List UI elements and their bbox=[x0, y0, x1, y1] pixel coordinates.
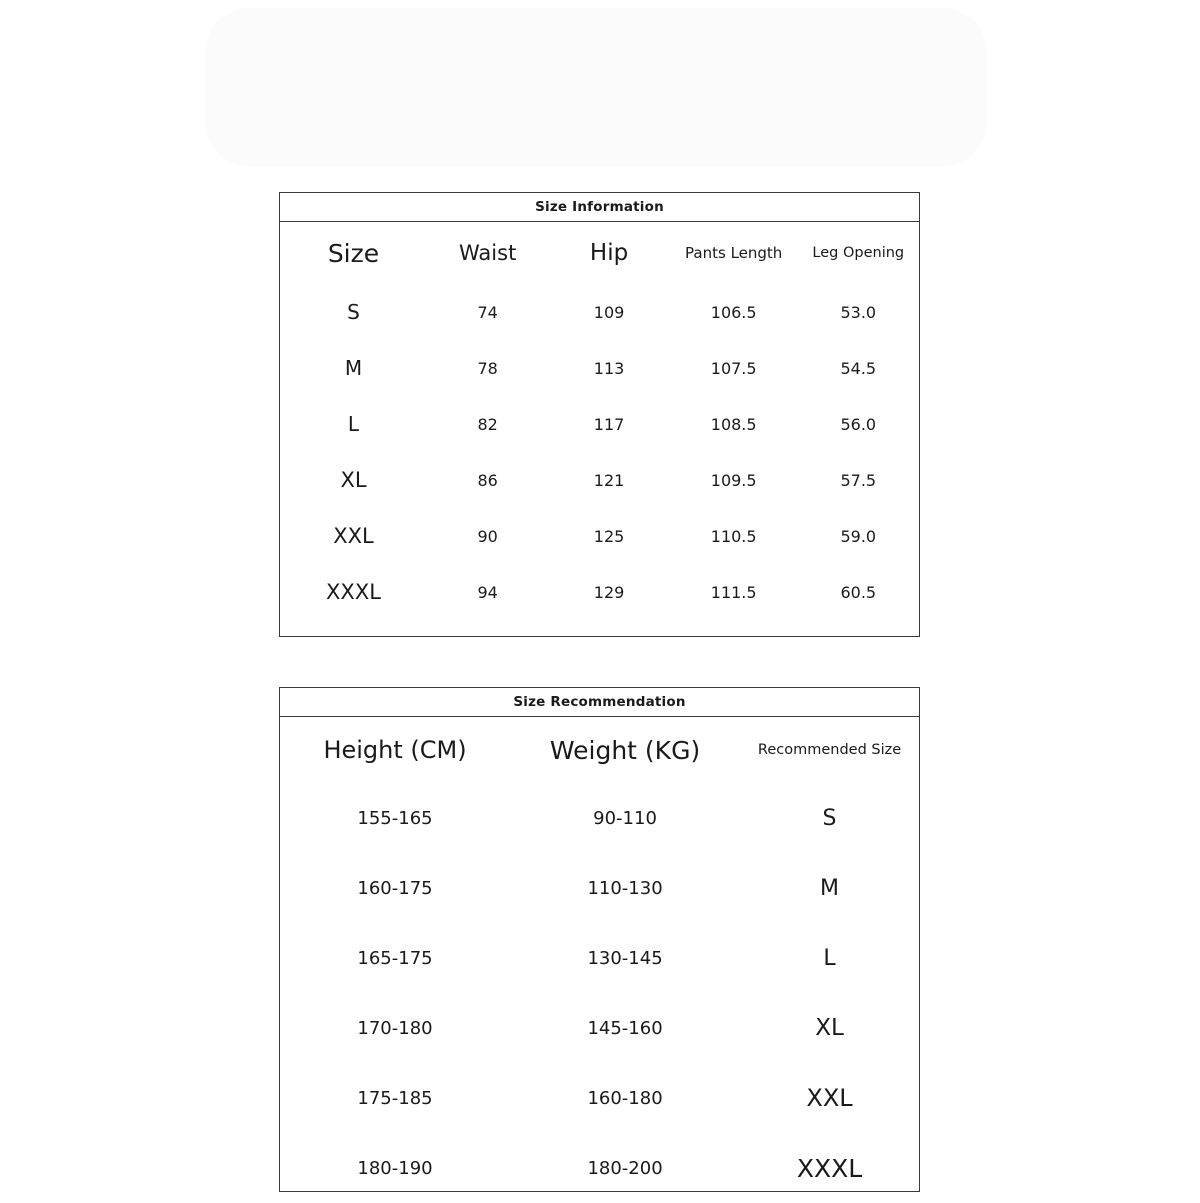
cell-size: M bbox=[344, 356, 363, 380]
cell-waist: 86 bbox=[477, 470, 498, 490]
cell-pants-length: 106.5 bbox=[710, 302, 757, 322]
cell-size: XL bbox=[340, 468, 367, 492]
cell-weight: 145-160 bbox=[587, 1017, 663, 1039]
cell-size: XXXL bbox=[326, 580, 381, 604]
decorative-blob bbox=[205, 8, 987, 166]
column-header-hip: Hip bbox=[589, 240, 629, 266]
cell-recommended-size: S bbox=[822, 805, 837, 831]
column-header-height: Height (CM) bbox=[323, 736, 467, 764]
cell-recommended-size: XXL bbox=[806, 1084, 853, 1112]
cell-height: 165-175 bbox=[357, 947, 433, 969]
table-row bbox=[280, 508, 919, 564]
cell-leg-opening: 53.0 bbox=[840, 302, 877, 322]
cell-leg-opening: 59.0 bbox=[840, 526, 877, 546]
column-header-weight: Weight (KG) bbox=[549, 735, 701, 765]
size-information-grid bbox=[280, 222, 919, 620]
table-row bbox=[280, 1063, 919, 1133]
cell-pants-length: 108.5 bbox=[710, 414, 757, 434]
size-recommendation-table bbox=[279, 687, 920, 1192]
column-header-size: Size bbox=[327, 238, 380, 268]
cell-leg-opening: 54.5 bbox=[840, 358, 877, 378]
cell-recommended-size: XL bbox=[815, 1015, 844, 1041]
table-row bbox=[280, 1133, 919, 1203]
cell-weight: 180-200 bbox=[587, 1157, 663, 1179]
size-information-table bbox=[279, 192, 920, 637]
cell-waist: 94 bbox=[477, 582, 498, 602]
table-row bbox=[280, 923, 919, 993]
cell-pants-length: 111.5 bbox=[710, 582, 757, 602]
cell-pants-length: 110.5 bbox=[710, 526, 757, 546]
table-row bbox=[280, 284, 919, 340]
cell-size: L bbox=[347, 412, 360, 436]
column-header-leg-opening: Leg Opening bbox=[812, 245, 905, 261]
cell-leg-opening: 60.5 bbox=[840, 582, 877, 602]
table-row bbox=[280, 853, 919, 923]
cell-recommended-size: XXXL bbox=[796, 1153, 863, 1183]
cell-hip: 121 bbox=[593, 470, 625, 490]
cell-leg-opening: 57.5 bbox=[840, 470, 877, 490]
cell-recommended-size: M bbox=[820, 875, 840, 901]
cell-height: 180-190 bbox=[357, 1157, 433, 1179]
table-row bbox=[280, 783, 919, 853]
cell-weight: 160-180 bbox=[587, 1087, 663, 1109]
table-header-row bbox=[280, 222, 919, 284]
cell-waist: 82 bbox=[477, 414, 498, 434]
cell-height: 155-165 bbox=[357, 807, 433, 829]
size-information-title: Size Information bbox=[280, 193, 919, 222]
cell-hip: 125 bbox=[593, 526, 625, 546]
cell-waist: 78 bbox=[477, 358, 498, 378]
cell-weight: 130-145 bbox=[587, 947, 663, 969]
table-row bbox=[280, 340, 919, 396]
table-row bbox=[280, 993, 919, 1063]
table-row bbox=[280, 396, 919, 452]
cell-weight: 90-110 bbox=[593, 807, 657, 829]
cell-height: 175-185 bbox=[357, 1087, 433, 1109]
size-recommendation-grid bbox=[280, 717, 919, 1203]
cell-height: 160-175 bbox=[357, 877, 433, 899]
cell-recommended-size: L bbox=[823, 945, 836, 971]
size-recommendation-title: Size Recommendation bbox=[280, 688, 919, 717]
cell-height: 170-180 bbox=[357, 1017, 433, 1039]
column-header-pants-length: Pants Length bbox=[685, 244, 783, 262]
cell-hip: 113 bbox=[593, 358, 625, 378]
table-row bbox=[280, 564, 919, 620]
cell-hip: 129 bbox=[593, 582, 625, 602]
cell-waist: 90 bbox=[477, 526, 498, 546]
cell-pants-length: 107.5 bbox=[710, 358, 757, 378]
cell-size: S bbox=[347, 300, 360, 324]
cell-weight: 110-130 bbox=[587, 877, 663, 899]
column-header-recommended-size: Recommended Size bbox=[757, 742, 902, 758]
cell-size: XXL bbox=[333, 524, 374, 548]
cell-waist: 74 bbox=[477, 302, 498, 322]
cell-leg-opening: 56.0 bbox=[840, 414, 877, 434]
table-row bbox=[280, 452, 919, 508]
cell-hip: 117 bbox=[593, 414, 625, 434]
cell-hip: 109 bbox=[593, 302, 625, 322]
column-header-waist: Waist bbox=[459, 241, 517, 265]
table-header-row bbox=[280, 717, 919, 783]
cell-pants-length: 109.5 bbox=[710, 470, 757, 490]
